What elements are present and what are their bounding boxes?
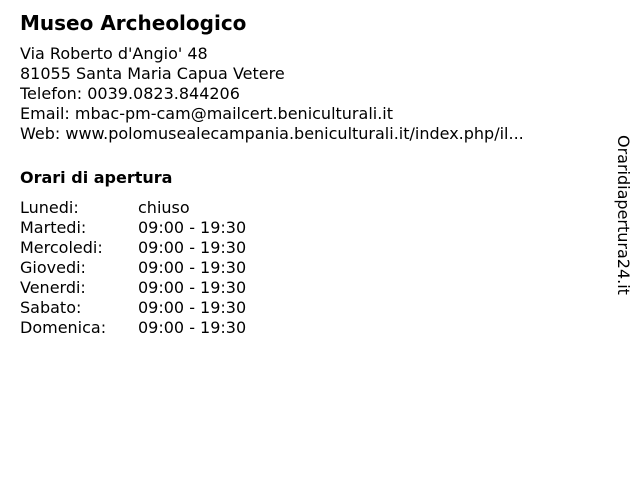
address-city: 81055 Santa Maria Capua Vetere bbox=[20, 64, 285, 83]
opening-hours-title: Orari di apertura bbox=[20, 168, 173, 187]
time-value: 09:00 - 19:30 bbox=[138, 238, 247, 257]
hours-row-tuesday bbox=[20, 218, 600, 238]
site-brand-text: Oraridiapertura24.it bbox=[614, 135, 633, 295]
day-label: Domenica: bbox=[20, 318, 107, 337]
time-value: 09:00 - 19:30 bbox=[138, 218, 247, 237]
day-label: Giovedi: bbox=[20, 258, 86, 277]
day-label: Sabato: bbox=[20, 298, 82, 317]
address-street: Via Roberto d'Angio' 48 bbox=[20, 44, 208, 63]
day-label: Martedi: bbox=[20, 218, 87, 237]
email-line: Email: mbac-pm-cam@mailcert.beniculturali.it bbox=[20, 104, 394, 123]
phone-line: Telefon: 0039.0823.844206 bbox=[20, 84, 240, 103]
site-brand-vertical bbox=[605, 135, 640, 315]
hours-row-monday bbox=[20, 198, 600, 218]
day-label: Venerdi: bbox=[20, 278, 86, 297]
time-value: 09:00 - 19:30 bbox=[138, 318, 247, 337]
hours-row-saturday bbox=[20, 298, 600, 318]
museum-name: Museo Archeologico bbox=[20, 11, 247, 35]
time-value: chiuso bbox=[138, 198, 190, 217]
hours-row-thursday bbox=[20, 258, 600, 278]
hours-row-friday bbox=[20, 278, 600, 298]
hours-row-wednesday bbox=[20, 238, 600, 258]
day-label: Lunedi: bbox=[20, 198, 79, 217]
web-line: Web: www.polomusealecampania.beniculturali.it/index.php/il... bbox=[20, 124, 524, 143]
museum-info-card bbox=[20, 10, 600, 338]
time-value: 09:00 - 19:30 bbox=[138, 298, 247, 317]
hours-row-sunday bbox=[20, 318, 600, 338]
time-value: 09:00 - 19:30 bbox=[138, 278, 247, 297]
day-label: Mercoledi: bbox=[20, 238, 103, 257]
opening-hours-table bbox=[20, 198, 600, 338]
time-value: 09:00 - 19:30 bbox=[138, 258, 247, 277]
